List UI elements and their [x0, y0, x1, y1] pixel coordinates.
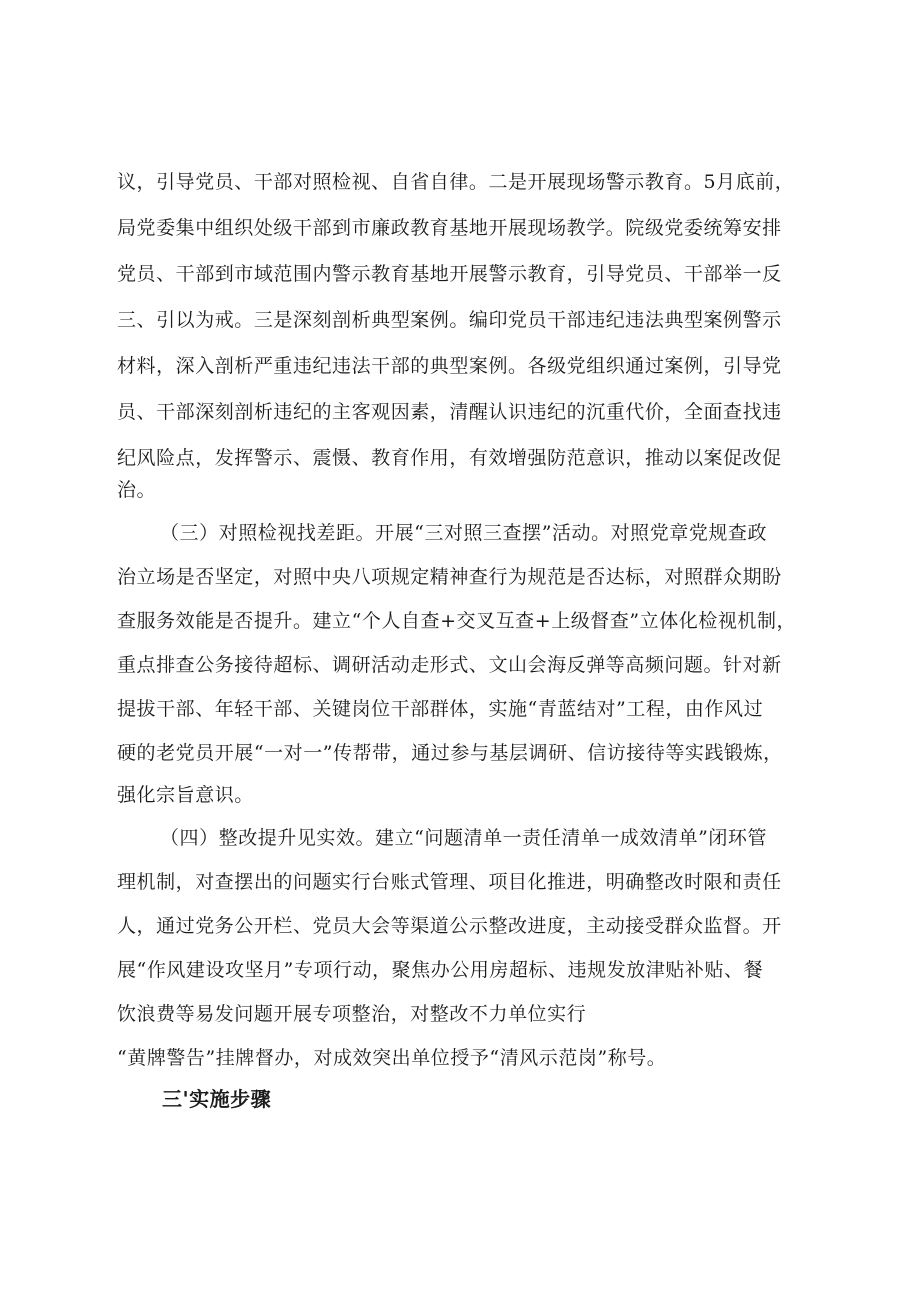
- section-3-line-4: 重点排查公务接待超标、调研活动走形式、文山会海反弹等高频问题。针对新: [117, 654, 782, 676]
- section-4-line-2: 理机制，对查摆出的问题实行台账式管理、项目化推进，明确整改时限和责任: [117, 871, 782, 893]
- body-line-3: 党员、干部到市域范围内警示教育基地开展警示教育，引导党员、干部举一反: [117, 263, 782, 285]
- section-3-line-5: 提拔干部、年轻干部、关键岗位干部群体，实施“青蓝结对”工程，由作风过: [117, 698, 764, 720]
- body-line-2: 局党委集中组织处级干部到市廉政教育基地开展现场教学。院级党委统筹安排: [117, 217, 782, 239]
- section-4-line-1: （四）整改提升见实效。建立“问题清单一责任清单一成效清单”闭环管: [160, 827, 768, 849]
- body-line-7: 纪风险点，发挥警示、震慑、教育作用，有效增强防范意识，推动以案促改促: [117, 447, 782, 469]
- body-line-6: 员、干部深刻剖析违纪的主客观因素，清醒认识违纪的沉重代价，全面查找违: [117, 401, 782, 423]
- section-4-line-3: 人，通过党务公开栏、党员大会等渠道公示整改进度，主动接受群众监督。开: [117, 915, 782, 937]
- section-3-line-7: 强化宗旨意识。: [117, 784, 254, 806]
- section-4-line-4: 展“作风建设攻坚月”专项行动，聚焦办公用房超标、违规发放津贴补贴、餐: [117, 959, 764, 981]
- section-4-line-5: 饮浪费等易发问题开展专项整治，对整改不力单位实行: [117, 1003, 587, 1025]
- body-line-1: 议，引导党员、干部对照检视、自省自律。二是开展现场警示教育。5月底前，: [117, 171, 795, 193]
- body-line-5: 材料，深入剖析严重违纪违法干部的典型案例。各级党组织通过案例，引导党: [117, 355, 782, 377]
- section-heading-implementation-steps: 三'实施步骤: [162, 1087, 272, 1111]
- section-4-line-6: “黄牌警告”挂牌督办，对成效突出单位授予“清风示范岗”称号。: [117, 1047, 667, 1069]
- body-line-8: 治。: [117, 479, 157, 501]
- section-3-line-1: （三）对照检视找差距。开展“三对照三查摆”活动。对照党章党规查政: [160, 522, 768, 544]
- section-3-line-6: 硬的老党员开展“一对一”传帮带，通过参与基层调研、信访接待等实践锻炼，: [117, 742, 783, 764]
- section-3-line-3: 查服务效能是否提升。建立“个人自查+交叉互查+上级督查”立体化检视机制，: [117, 610, 797, 632]
- section-3-line-2: 治立场是否坚定，对照中央八项规定精神查行为规范是否达标，对照群众期盼: [117, 566, 782, 588]
- body-line-4: 三、引以为戒。三是深刻剖析典型案例。编印党员干部违纪违法典型案例警示: [117, 309, 782, 331]
